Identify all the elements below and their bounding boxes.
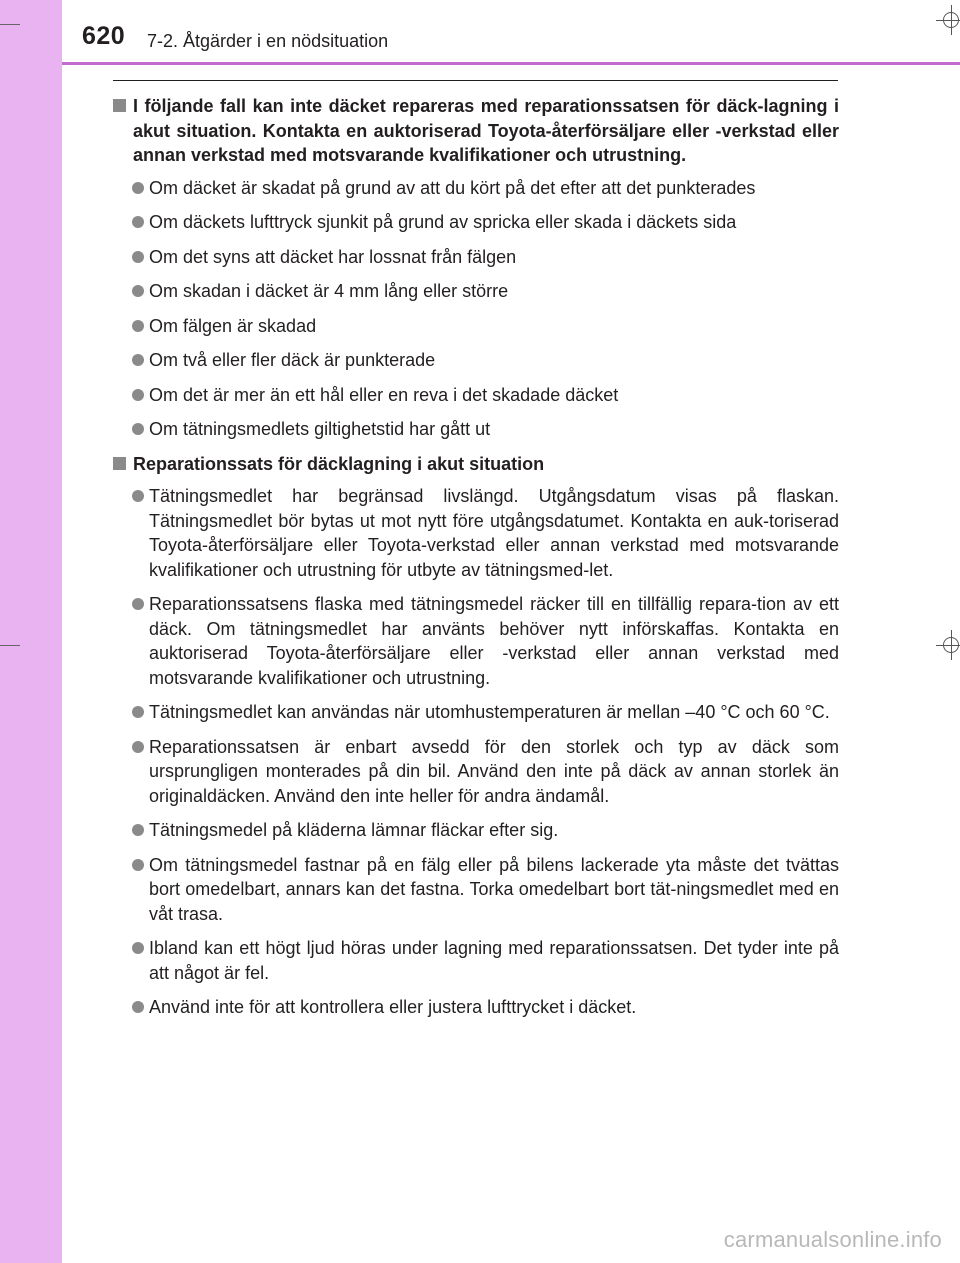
list-item: Tätningsmedlet kan användas när utomhustemperaturen är mellan –40 °C och 60 °C. <box>113 700 839 725</box>
circle-bullet-icon <box>132 354 144 366</box>
content-top-rule <box>113 80 838 81</box>
circle-bullet-icon <box>132 320 144 332</box>
circle-bullet-icon <box>132 598 144 610</box>
list-item: Om två eller fler däck är punkterade <box>113 348 839 373</box>
square-bullet-icon <box>113 457 126 470</box>
list-item: Om fälgen är skadad <box>113 314 839 339</box>
circle-bullet-icon <box>132 942 144 954</box>
watermark: carmanualsonline.info <box>723 1227 942 1252</box>
list-item: Om tätningsmedel fastnar på en fälg eller på bilens lackerade yta måste det tvättas bort omedelbart, annars kan det fastna. Torka omedelbart bort tät-ningsmedlet med en våt trasa. <box>113 853 839 927</box>
list-item: Tätningsmedlet har begränsad livslängd. Utgångsdatum visas på flaskan. Tätningsmedlet bör bytas ut mot nytt före utgångsdatumet. Kontakta en auk-toriserad Toyota-återförsäljare eller Toyota-verkstad eller annan verkstad med motsvarande kvalifikationer och utrustning för utbyte av tätningsmed-let. <box>113 484 839 582</box>
section-heading: I följande fall kan inte däcket repareras med reparationssatsen för däck-lagning i akut situation. Kontakta en auktoriserad Toyota-återförsäljare eller -verkstad eller annan verkstad med motsvarande kvalifikationer och utrustning. <box>113 94 839 168</box>
circle-bullet-icon <box>132 490 144 502</box>
circle-bullet-icon <box>132 824 144 836</box>
list-item: Reparationssatsen är enbart avsedd för den storlek och typ av däck som ursprungligen monterades på din bil. Använd den inte på däck av annan storlek än originaldäcken. Använd den inte heller för andra ändamål. <box>113 735 839 809</box>
circle-bullet-icon <box>132 389 144 401</box>
section-title: 7-2. Åtgärder i en nödsituation <box>147 31 389 51</box>
list-item: Ibland kan ett högt ljud höras under lagning med reparationssatsen. Det tyder inte på att något är fel. <box>113 936 839 985</box>
circle-bullet-icon <box>132 285 144 297</box>
list-item: Tätningsmedel på kläderna lämnar fläckar efter sig. <box>113 818 839 843</box>
circle-bullet-icon <box>132 741 144 753</box>
list-item: Om tätningsmedlets giltighetstid har gått ut <box>113 417 839 442</box>
side-color-band <box>0 0 62 1263</box>
list-item: Om däcket är skadat på grund av att du kört på det efter att det punkterades <box>113 176 839 201</box>
section-heading: Reparationssats för däcklagning i akut situation <box>113 452 839 477</box>
circle-bullet-icon <box>132 1001 144 1013</box>
main-content <box>113 94 839 1030</box>
list-item: Om det syns att däcket har lossnat från fälgen <box>113 245 839 270</box>
square-bullet-icon <box>113 99 126 112</box>
crop-mark <box>0 645 20 646</box>
header-divider <box>62 62 960 65</box>
circle-bullet-icon <box>132 251 144 263</box>
circle-bullet-icon <box>132 423 144 435</box>
list-item: Om däckets lufttryck sjunkit på grund av spricka eller skada i däckets sida <box>113 210 839 235</box>
list-item: Om skadan i däcket är 4 mm lång eller större <box>113 279 839 304</box>
registration-mark-icon <box>936 630 960 660</box>
circle-bullet-icon <box>132 859 144 871</box>
circle-bullet-icon <box>132 706 144 718</box>
circle-bullet-icon <box>132 216 144 228</box>
list-item: Om det är mer än ett hål eller en reva i det skadade däcket <box>113 383 839 408</box>
circle-bullet-icon <box>132 182 144 194</box>
crop-mark <box>0 24 20 25</box>
list-item: Reparationssatsens flaska med tätningsmedel räcker till en tillfällig repara-tion av ett däck. Om tätningsmedlet har använts behöver nytt införskaffas. Kontakta en auktoriserad Toyota-återförsäljare eller -verkstad eller annan verkstad med motsvarande kvalifikationer och utrustning. <box>113 592 839 690</box>
registration-mark-icon <box>936 5 960 35</box>
list-item: Använd inte för att kontrollera eller justera lufttrycket i däcket. <box>113 995 839 1020</box>
page-number: 620 <box>82 22 126 50</box>
